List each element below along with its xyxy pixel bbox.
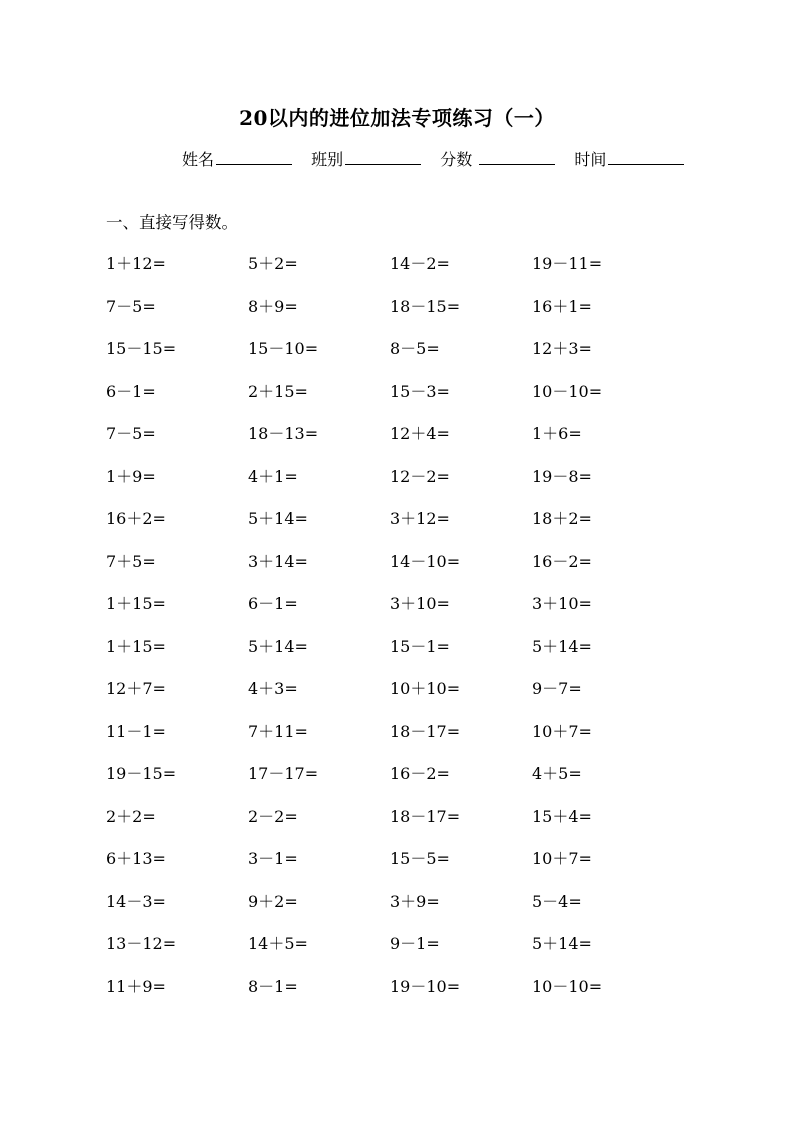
problem-row [106, 930, 674, 973]
problem-item[interactable]: 19－10= [390, 976, 461, 996]
name-blank[interactable] [216, 150, 292, 165]
problem-item[interactable]: 4＋1= [248, 466, 298, 486]
problem-item[interactable]: 15－10= [248, 339, 319, 358]
problem-row [106, 463, 674, 506]
class-blank[interactable] [345, 150, 421, 165]
problem-item[interactable]: 5－4= [532, 891, 582, 911]
problem-item[interactable]: 19－15= [106, 764, 177, 783]
problem-item[interactable]: 4＋5= [532, 764, 582, 783]
problem-item[interactable]: 18－13= [248, 424, 319, 443]
problem-item[interactable]: 16－2= [532, 551, 592, 571]
problem-item[interactable]: 1＋6= [532, 424, 582, 443]
section-heading: 一、直接写得数。 [106, 213, 238, 232]
problem-row [106, 718, 674, 761]
problem-row [106, 845, 674, 888]
problem-row [106, 590, 674, 633]
problem-item[interactable]: 2＋2= [106, 806, 156, 826]
problem-item[interactable]: 7＋11= [248, 721, 308, 741]
problem-item[interactable]: 12＋3= [532, 339, 592, 358]
problem-item[interactable]: 7－5= [106, 424, 156, 443]
problem-item[interactable]: 14－3= [106, 891, 166, 911]
student-info-line [182, 147, 698, 170]
problem-item[interactable]: 13－12= [106, 934, 177, 953]
problem-item[interactable]: 5＋14= [248, 636, 308, 656]
problem-item[interactable]: 15－3= [390, 381, 450, 401]
problem-item[interactable]: 10＋7= [532, 721, 592, 741]
problem-item[interactable]: 10－10= [532, 381, 603, 401]
time-label: 时间 [574, 150, 607, 169]
problem-item[interactable]: 16－2= [390, 764, 450, 783]
problem-row [106, 548, 674, 591]
problem-item[interactable]: 3＋10= [532, 594, 592, 613]
problem-item[interactable]: 8－1= [248, 976, 298, 996]
problem-item[interactable]: 15－5= [390, 849, 450, 868]
problem-item[interactable]: 4＋3= [248, 679, 298, 698]
problem-row [106, 505, 674, 548]
problem-item[interactable]: 12＋7= [106, 679, 166, 698]
problem-item[interactable]: 12－2= [390, 466, 450, 486]
problem-item[interactable]: 6＋13= [106, 849, 166, 868]
problem-item[interactable]: 11－1= [106, 721, 166, 741]
problem-item[interactable]: 5＋2= [248, 254, 298, 273]
problem-item[interactable]: 2－2= [248, 806, 298, 826]
worksheet-title: 20以内的进位加法专项练习（一） [239, 106, 555, 130]
problem-item[interactable]: 5＋14= [532, 934, 592, 953]
problem-row [106, 335, 674, 378]
problem-item[interactable]: 7－5= [106, 296, 156, 316]
time-blank[interactable] [608, 150, 684, 165]
problem-row [106, 420, 674, 463]
problem-row [106, 973, 674, 1016]
score-label: 分数 [440, 150, 473, 169]
problem-item[interactable]: 1＋15= [106, 636, 166, 656]
problem-item[interactable]: 8＋9= [248, 296, 298, 316]
class-label: 班别 [311, 150, 344, 169]
problem-item[interactable]: 7＋5= [106, 551, 156, 571]
problem-item[interactable]: 19－8= [532, 466, 592, 486]
problem-item[interactable]: 12＋4= [390, 424, 450, 443]
problem-item[interactable]: 9－7= [532, 679, 582, 698]
problem-row [106, 675, 674, 718]
problem-item[interactable]: 16＋1= [532, 296, 592, 316]
problem-item[interactable]: 18－17= [390, 806, 461, 826]
problem-item[interactable]: 9＋2= [248, 891, 298, 911]
name-field [182, 147, 292, 170]
problem-item[interactable]: 9－1= [390, 934, 440, 953]
problem-item[interactable]: 11＋9= [106, 976, 166, 996]
time-field [574, 147, 684, 170]
problem-item[interactable]: 3＋10= [390, 594, 450, 613]
problem-row [106, 293, 674, 336]
problem-item[interactable]: 14－10= [390, 551, 461, 571]
problem-item[interactable]: 5＋14= [532, 636, 592, 656]
score-blank[interactable] [479, 150, 555, 165]
score-field [440, 147, 555, 170]
problem-item[interactable]: 3＋12= [390, 509, 450, 528]
problem-row [106, 633, 674, 676]
problem-item[interactable]: 15－1= [390, 636, 450, 656]
problem-item[interactable]: 10＋10= [390, 679, 461, 698]
problem-item[interactable]: 16＋2= [106, 509, 166, 528]
problem-row [106, 888, 674, 931]
problem-item[interactable]: 18－17= [390, 721, 461, 741]
problem-item[interactable]: 15＋4= [532, 806, 592, 826]
problem-item[interactable]: 17－17= [248, 764, 319, 783]
problem-item[interactable]: 19－11= [532, 254, 603, 273]
problem-item[interactable]: 3－1= [248, 849, 298, 868]
problem-item[interactable]: 14＋5= [248, 934, 308, 953]
problem-item[interactable]: 15－15= [106, 339, 177, 358]
problem-item[interactable]: 6－1= [248, 594, 298, 613]
problem-item[interactable]: 6－1= [106, 381, 156, 401]
problem-row [106, 378, 674, 421]
problem-item[interactable]: 1＋9= [106, 466, 156, 486]
problem-row [106, 760, 674, 803]
problem-item[interactable]: 8－5= [390, 339, 440, 358]
problem-grid [106, 250, 674, 1015]
problem-item[interactable]: 5＋14= [248, 509, 308, 528]
problem-item[interactable]: 3＋9= [390, 891, 440, 911]
problem-item[interactable]: 1＋15= [106, 594, 166, 613]
problem-item[interactable]: 2＋15= [248, 381, 308, 401]
problem-item[interactable]: 10－10= [532, 976, 603, 996]
name-label: 姓名 [182, 150, 215, 169]
problem-item[interactable]: 3＋14= [248, 551, 308, 571]
problem-item[interactable]: 1＋12= [106, 254, 166, 273]
problem-row [106, 803, 674, 846]
problem-item[interactable]: 10＋7= [532, 849, 592, 868]
problem-item[interactable]: 18－15= [390, 296, 461, 316]
problem-row [106, 250, 674, 293]
problem-item[interactable]: 18＋2= [532, 509, 592, 528]
problem-item[interactable]: 14－2= [390, 254, 450, 273]
class-field [311, 147, 421, 170]
